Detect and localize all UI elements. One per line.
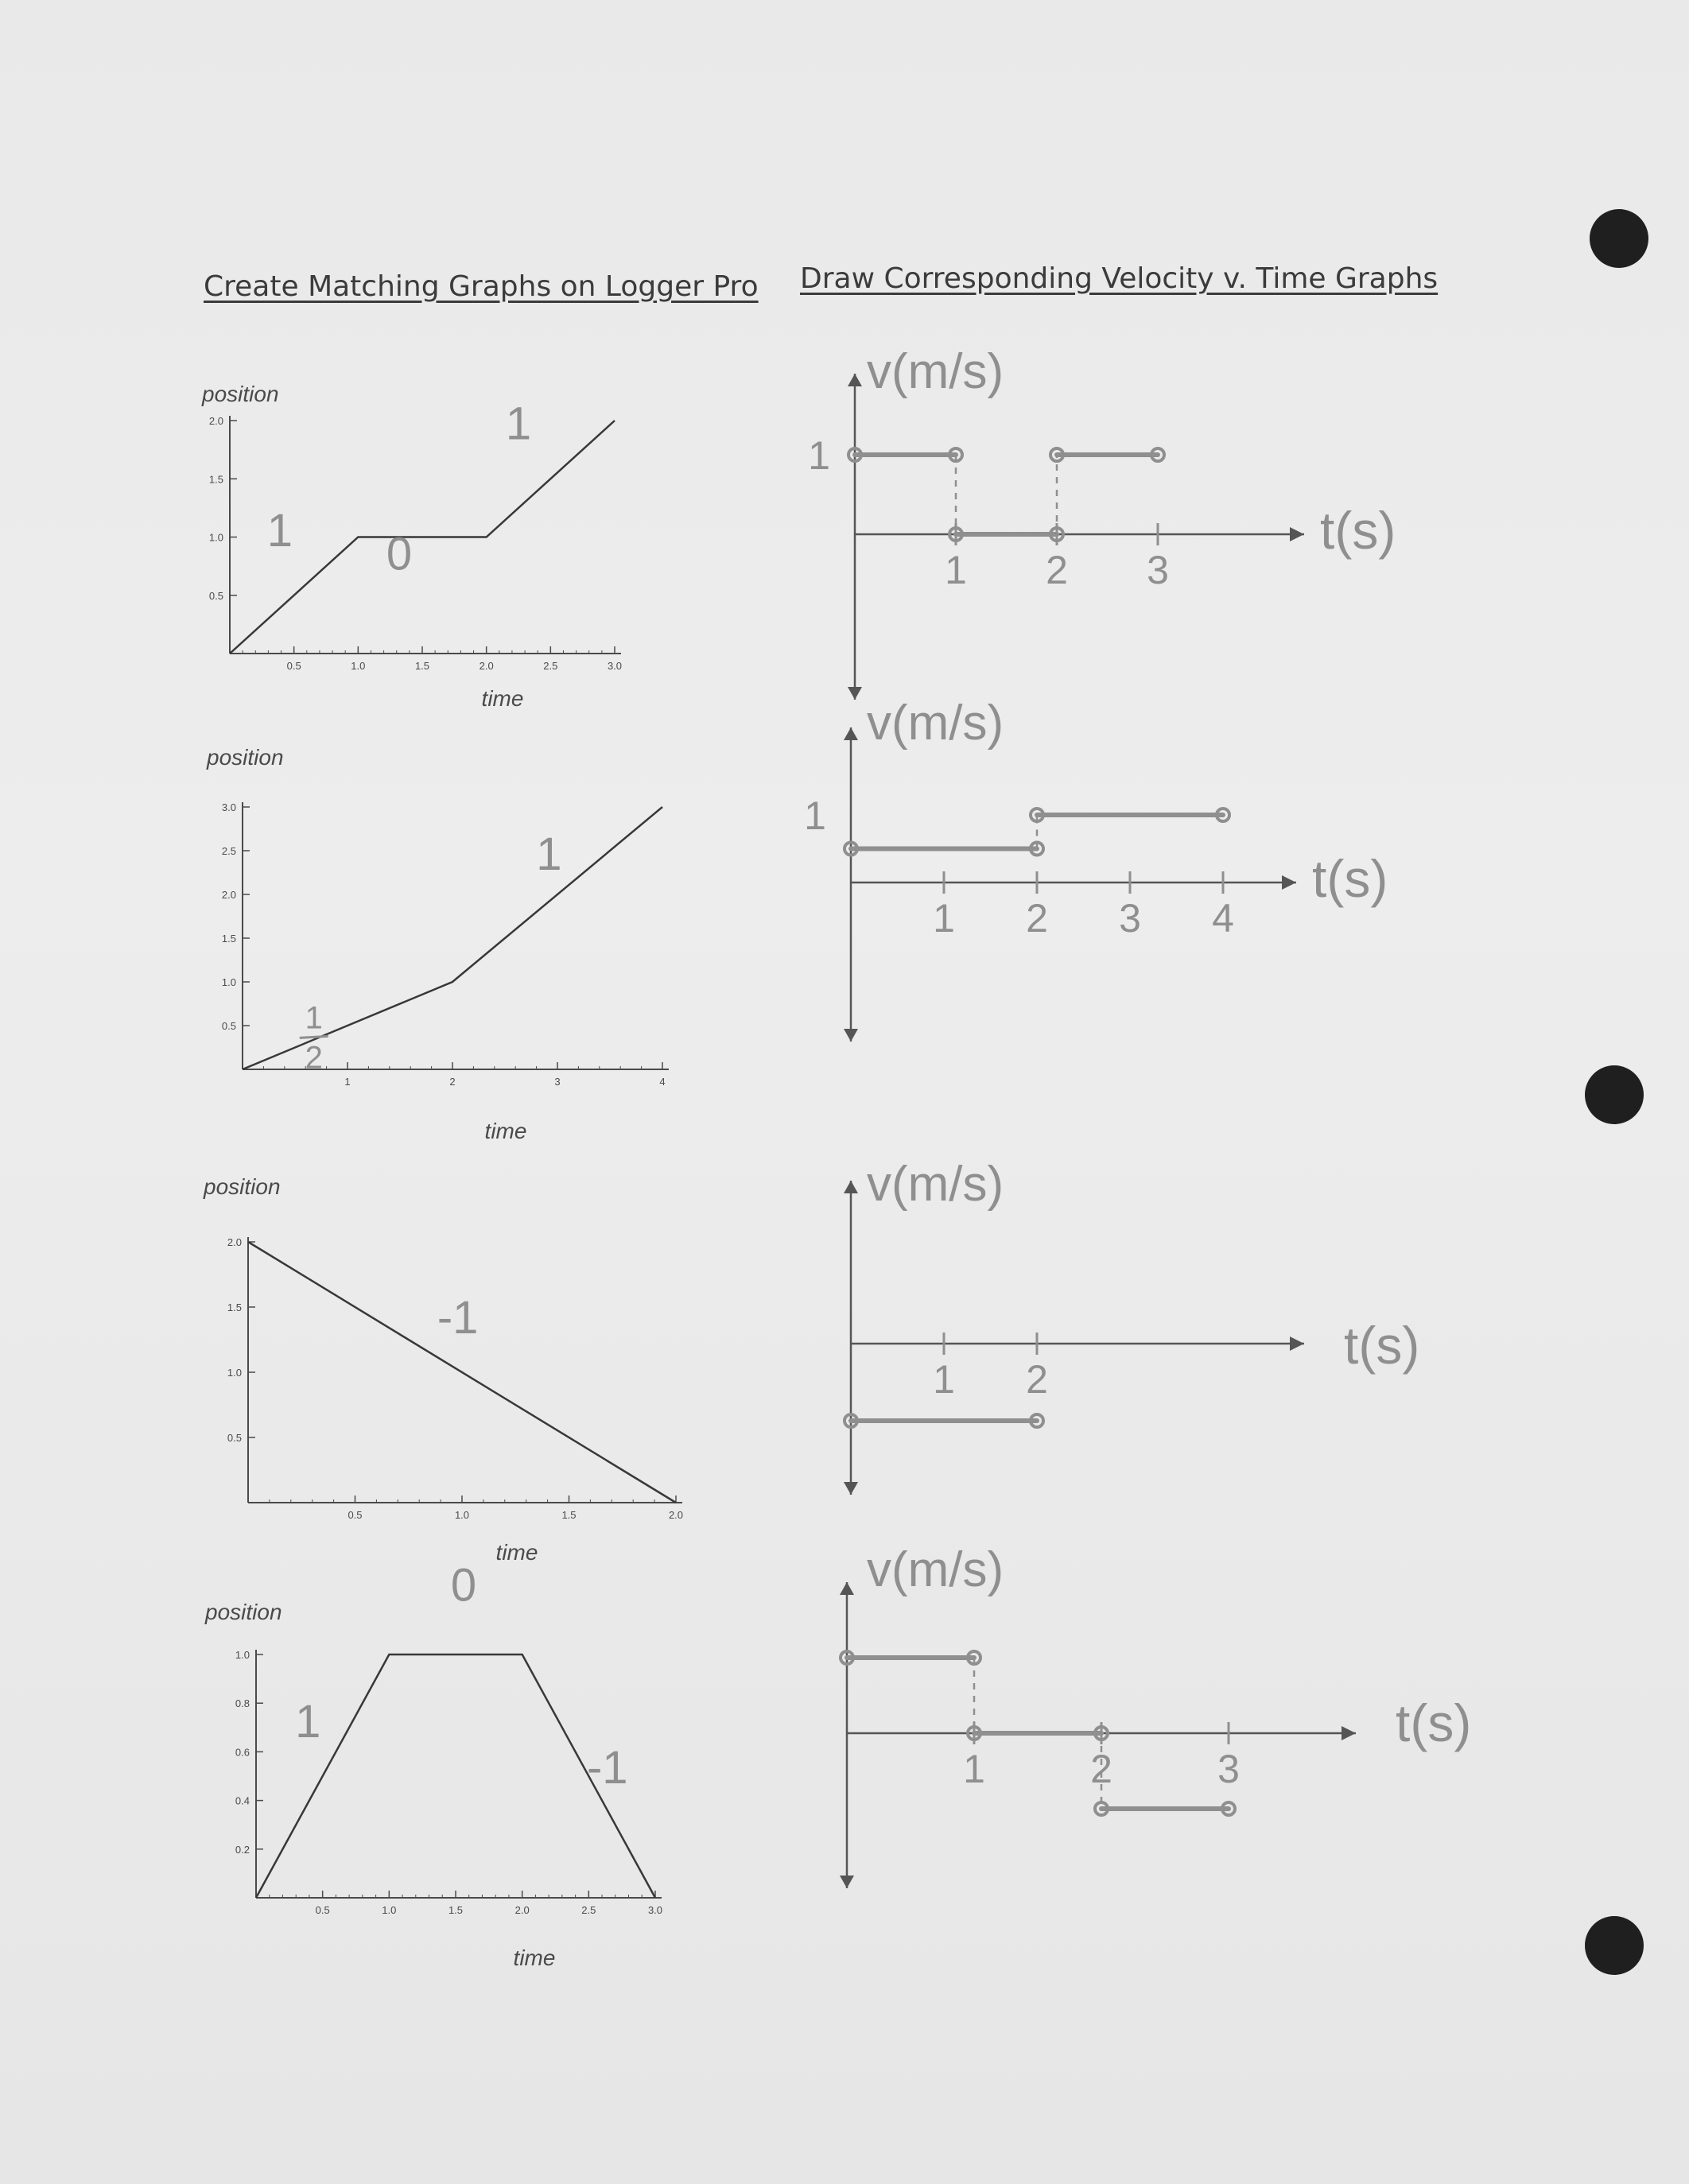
velocity-sketch1-t-label: t(s) — [1320, 501, 1396, 560]
velocity-sketch2-level-label: 1 — [804, 793, 826, 838]
chart2-y-tick-label: 2.0 — [221, 889, 236, 901]
velocity-sketch1-v-axis-arrow-up — [848, 374, 862, 386]
velocity-sketch4-t-tick-label: 3 — [1217, 1747, 1240, 1791]
chart1-x-tick-label: 1.0 — [351, 660, 366, 672]
chart2-slope-note-fraction-bar — [300, 1036, 328, 1038]
chart2-x-tick-label: 3 — [554, 1076, 561, 1088]
velocity-sketch2-v-axis-arrow-down — [844, 1029, 858, 1042]
chart2-y-tick-label: 1.0 — [221, 976, 236, 988]
velocity-sketch4-v-axis-arrow-up — [840, 1582, 854, 1595]
chart3-ylabel: position — [204, 1174, 281, 1199]
velocity-sketch2-t-tick-label: 4 — [1212, 896, 1234, 941]
chart1-slope-note: 1 — [505, 398, 532, 450]
chart4-y-tick-label: 0.6 — [235, 1746, 250, 1759]
chart1-x-tick-label: 1.5 — [414, 660, 430, 672]
velocity-sketch2-t-tick-label: 2 — [1026, 896, 1048, 941]
chart1-ylabel: position — [202, 382, 279, 406]
chart2-y-tick-label: 3.0 — [221, 801, 236, 813]
chart1-y-tick-label: 1.5 — [208, 473, 223, 486]
chart3-x-tick-label: 2.0 — [668, 1509, 684, 1521]
chart4-ylabel: position — [205, 1600, 282, 1624]
velocity-sketch1-t-tick-label: 1 — [945, 548, 967, 592]
chart3-y-tick-label: 1.5 — [227, 1301, 242, 1313]
velocity-sketch4-v-label: v(m/s) — [867, 1542, 1004, 1597]
right-column-heading: Draw Corresponding Velocity v. Time Graphs — [800, 262, 1439, 295]
chart2-y-tick-label: 1.5 — [221, 933, 236, 945]
velocity-sketch2-v-axis-arrow-up — [844, 727, 858, 740]
velocity-sketch3-v-label: v(m/s) — [867, 1157, 1004, 1212]
velocity-sketch1-t-tick-label: 2 — [1046, 548, 1068, 592]
chart4-slope-note: 0 — [450, 1559, 477, 1612]
chart4-x-tick-label: 2.5 — [581, 1904, 596, 1916]
chart4-x-tick-label: 0.5 — [315, 1904, 330, 1916]
chart4-slope-note: 1 — [295, 1696, 321, 1748]
chart4-x-tick-label: 3.0 — [647, 1904, 663, 1916]
chart2-slope-note-numerator: 1 — [305, 1000, 323, 1036]
chart4-y-tick-label: 0.4 — [235, 1794, 250, 1807]
velocity-sketch3-t-axis-arrow — [1290, 1336, 1304, 1351]
chart3-x-tick-label: 1.0 — [454, 1509, 470, 1521]
velocity-sketch1-t-tick-label: 3 — [1147, 548, 1169, 592]
velocity-sketch2-t-tick-label: 1 — [933, 896, 955, 941]
chart3-slope-note: -1 — [437, 1291, 479, 1344]
chart3-y-tick-label: 2.0 — [227, 1236, 242, 1248]
chart3-xlabel: time — [495, 1540, 538, 1565]
velocity-sketch1-v-label: v(m/s) — [867, 344, 1004, 399]
velocity-sketch4-v-axis-arrow-down — [840, 1876, 854, 1888]
chart4-xlabel: time — [513, 1945, 556, 1970]
velocity-sketch2-v-label: v(m/s) — [867, 696, 1004, 751]
chart4-slope-note: -1 — [586, 1742, 628, 1794]
velocity-sketch4-t-label: t(s) — [1396, 1693, 1472, 1752]
left-column-heading: Create Matching Graphs on Logger Pro — [204, 270, 759, 303]
velocity-sketch3-v-axis-arrow-up — [844, 1181, 858, 1193]
chart3-position-line — [248, 1242, 676, 1503]
chart2-slope-note-denominator: 2 — [305, 1040, 323, 1076]
chart4-y-tick-label: 0.8 — [235, 1697, 250, 1710]
chart2-y-tick-label: 2.5 — [221, 845, 236, 857]
chart1-xlabel: time — [481, 686, 524, 711]
chart2-x-tick-label: 2 — [449, 1076, 456, 1088]
chart4-x-tick-label: 1.5 — [448, 1904, 464, 1916]
chart1-x-tick-label: 2.5 — [543, 660, 558, 672]
velocity-sketch3-t-tick-label: 1 — [933, 1357, 955, 1402]
chart2-y-tick-label: 0.5 — [221, 1020, 236, 1032]
velocity-sketch3-t-tick-label: 2 — [1026, 1357, 1048, 1402]
chart1-slope-note: 0 — [386, 528, 413, 580]
chart4-y-tick-label: 1.0 — [235, 1649, 250, 1661]
velocity-sketch2-t-label: t(s) — [1312, 849, 1388, 908]
chart1-x-tick-label: 2.0 — [479, 660, 494, 672]
chart4-x-tick-label: 2.0 — [514, 1904, 530, 1916]
chart3-y-tick-label: 1.0 — [227, 1367, 242, 1379]
chart1-x-tick-label: 0.5 — [286, 660, 301, 672]
chart1-slope-note: 1 — [266, 505, 293, 557]
chart3-y-tick-label: 0.5 — [227, 1432, 242, 1444]
chart3-x-tick-label: 1.5 — [561, 1509, 577, 1521]
velocity-sketch3-t-label: t(s) — [1344, 1316, 1420, 1375]
chart1-x-tick-label: 3.0 — [607, 660, 623, 672]
chart1-y-tick-label: 1.0 — [208, 531, 223, 544]
chart1-y-tick-label: 0.5 — [208, 589, 223, 602]
velocity-sketch4-t-tick-label: 1 — [963, 1747, 985, 1791]
velocity-sketch2-t-tick-label: 3 — [1119, 896, 1141, 941]
velocity-sketch1-v-axis-arrow-down — [848, 687, 862, 700]
chart3-x-tick-label: 0.5 — [348, 1509, 363, 1521]
chart2-x-tick-label: 1 — [344, 1076, 351, 1088]
chart2-xlabel: time — [484, 1119, 527, 1143]
chart2-ylabel: position — [207, 745, 284, 770]
chart2-slope-note: 1 — [536, 828, 562, 881]
chart4-y-tick-label: 0.2 — [235, 1843, 250, 1856]
velocity-sketch2-t-axis-arrow — [1282, 875, 1296, 890]
velocity-sketch4-t-axis-arrow — [1341, 1726, 1356, 1740]
velocity-sketch3-v-axis-arrow-down — [844, 1482, 858, 1495]
chart1-y-tick-label: 2.0 — [208, 415, 223, 427]
chart2-x-tick-label: 4 — [659, 1076, 666, 1088]
chart4-x-tick-label: 1.0 — [382, 1904, 397, 1916]
velocity-sketch1-t-axis-arrow — [1290, 527, 1304, 541]
velocity-sketch4-t-tick-label: 2 — [1090, 1747, 1112, 1791]
velocity-sketch1-level-label: 1 — [808, 433, 830, 478]
